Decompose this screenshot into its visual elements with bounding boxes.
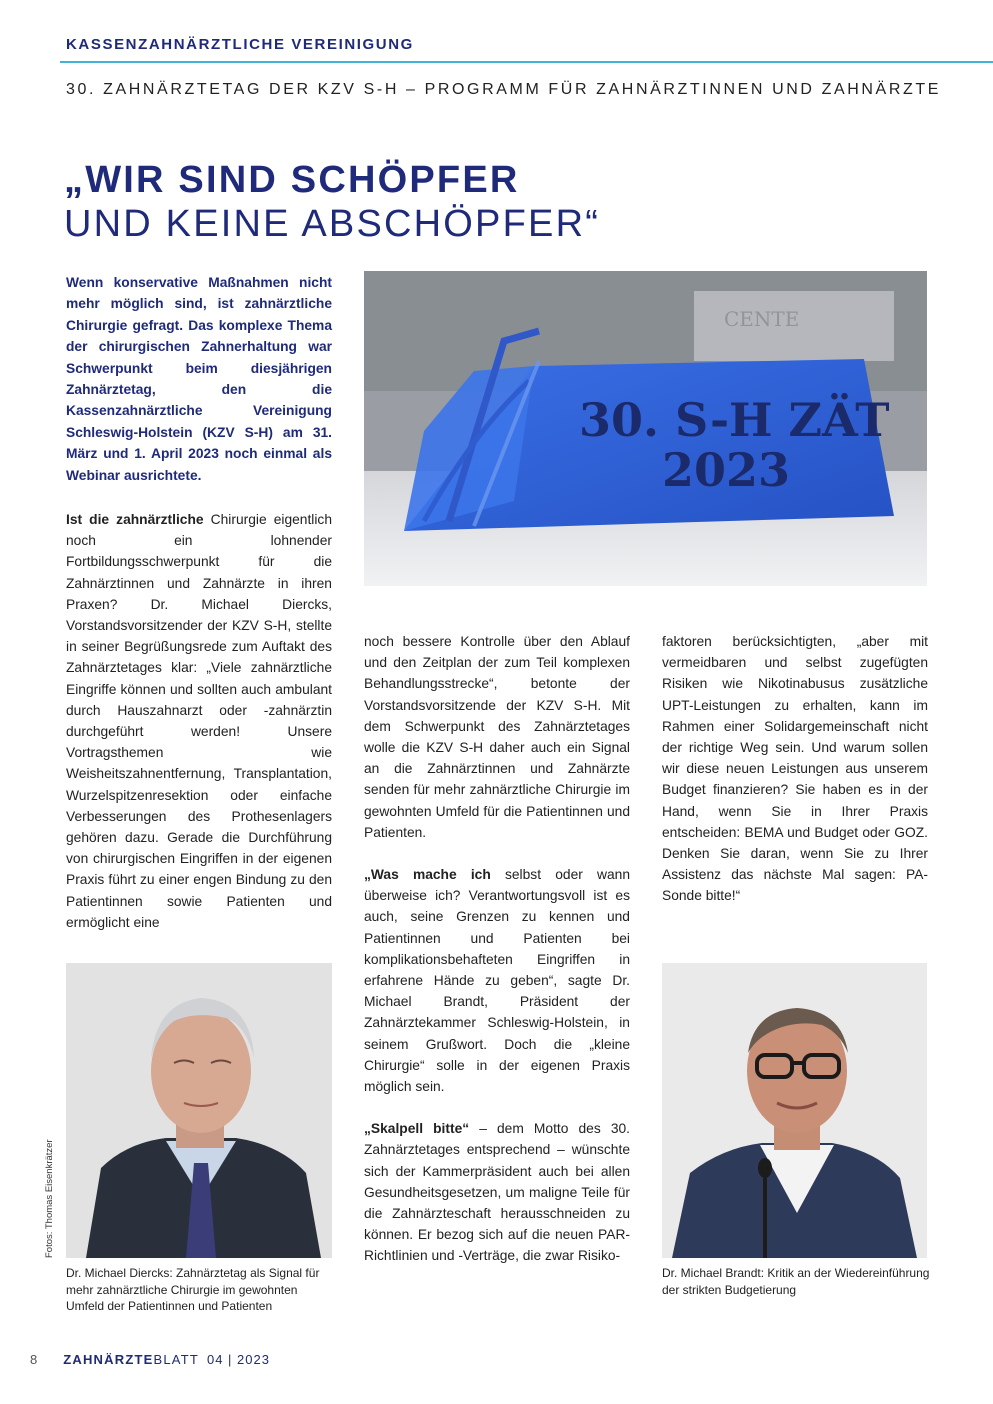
portrait-illustration-2 [662,963,927,1258]
article-lead: Wenn konservative Maßnahmen nicht mehr möglich sind, ist zahnärztliche Chirurgie gefragt. Das komplexe Thema der chirurgischen Zahnerhaltung war Schwerpunkt beim diesjährigen Zahnärztetag, den die Kassenzahnärztliche Vereinigung Schleswig-Holstein (KZV S-H) am 31. März und 1. April 2023 noch einmal als Webinar ausrichtete. [66,275,332,483]
paragraph-lead-in: Ist die zahnärztliche [66,512,204,527]
photo-credit: Fotos: Thomas Eisenkrätzer [44,1139,55,1258]
header-rule [60,61,993,63]
page-number: 8 [30,1352,38,1367]
paragraph-text: – dem Motto des 30. Zahnärztetages entsprechend – wünschte sich der Kammerpräsident auch bei allen Gesundheitsgesetzen, um maligne Teile für die Zahnärzteschaft herausschneiden zu können. Er bezog sich auf die neuen PAR-Richtlinien und -Verträge, die zwar Risiko- [364,1121,631,1264]
article-column-2 [364,631,630,1267]
column-2-paragraph-3 [364,1118,630,1266]
headline-line-2: UND KEINE ABSCHÖPFER“ [64,203,601,245]
background-lettering: CENTE [724,307,800,331]
column-2-paragraph-1: noch bessere Kontrolle über den Ablauf und den Zeitplan der zum Teil komplexen Behandlungsstrecke“, betonte der Vorstandsvorsitzende der KZV S-H. Mit dem Schwerpunkt des Zahnärztetages wolle die KZV S-H daher auch ein Signal an die Zahnärztinnen und Zahnärzte senden für mehr zahnärztliche Chirurgie im gewohnten Umfeld für die Patientinnen und Patienten. [364,634,630,840]
portrait-photo-diercks [66,963,332,1258]
caption-photo-2: Dr. Michael Brandt: Kritik an der Wiedereinführung der strikten Budgetierung [662,1266,930,1297]
headline-line-1: „WIR SIND SCHÖPFER [64,159,520,201]
column-2-paragraph-2 [364,864,630,1097]
column-3-paragraph-1: faktoren berücksichtigten, „aber mit vermeidbaren und selbst zugefügten Risiken wie Nikotinabusus zusätzliche UPT-Leistungen zu erhalten, kann im Rahmen einer Solidargemeinschaft nicht der richtige Weg sein. Und warum sollen wir diese neuen Leistungen aus unserem Budget finanzieren? Sie haben es in der Hand, wenn Sie in Ihrer Praxis entscheiden: BEMA und Budget oder GOZ. Denken Sie daran, wenn Sie zu Ihrer Assistenz das nächste Mal sagen: PA-Sonde bitte!“ [662,634,928,904]
portrait-photo-brandt [662,963,927,1258]
article-column-3 [662,631,928,907]
magazine-name-bold: ZAHNÄRZTE [63,1352,154,1367]
column-1-paragraph [66,509,332,933]
section-rubric: KASSENZAHNÄRZTLICHE VEREINIGUNG [66,36,414,53]
page-footer [30,1352,270,1367]
article-headline [64,158,600,246]
award-sign-illustration [364,271,927,586]
main-photo-award-sign [364,271,927,586]
article-column-1 [66,509,332,933]
paragraph-text: Chirurgie eigentlich noch ein lohnender Fortbildungsschwerpunkt für die Zahnärztinnen und Zahnärzte in ihren Praxen? Dr. Michael Diercks, Vorstandsvorsitzender der KZV S-H, stellte in seiner Begrüßungsrede zum Auftakt des Zahnärztetages klar: „Viele zahnärztliche Eingriffe können und sollten auch ambulant durch Hauszahnarzt oder -zahnärztin durchgeführt werden! Unsere Vortragsthemen wie Weisheitszahnentfernung, Transplantation, Wurzelspitzenresektion oder einfache Verbesserungen des Prothesenlagers gehören dazu. Gerade die Durchführung von chirurgischen Eingriffen in der eigenen Praxis führt zu einer engen Bindung zu den Patientinnen sowie Patienten und ermöglicht eine [66,512,333,930]
sign-text-line-2: 2023 [662,443,791,497]
issue-number: 04 | 2023 [206,1352,270,1367]
paragraph-lead-in: „Was mache ich [364,867,491,883]
paragraph-lead-in: „Skalpell bitte“ [364,1121,470,1137]
caption-photo-1: Dr. Michael Diercks: Zahnärztetag als Signal für mehr zahnärztliche Chirurgie im gewohnten Umfeld der Patientinnen und Patienten [66,1266,320,1313]
sign-text-line-1: 30. S-H ZÄT [579,393,890,447]
portrait-illustration-1 [66,963,332,1258]
magazine-name-light: BLATT [153,1352,199,1367]
section-subheading: 30. ZAHNÄRZTETAG DER KZV S-H – PROGRAMM FÜR ZAHNÄRZTINNEN UND ZAHNÄRZTE [66,81,942,98]
paragraph-text: selbst oder wann überweise ich? Verantwortungsvoll ist es auch, seine Grenzen zu kennen und Patientinnen und Patienten bei komplikationsbehafteten Eingriffen in erfahrene Hände zu geben“, sagte Dr. Michael Brandt, Präsident der Zahnärztekammer Schleswig-Holstein, in seinem Grußwort. Doch die „kleine Chirurgie“ solle in der eigenen Praxis möglich sein. [364,867,631,1095]
